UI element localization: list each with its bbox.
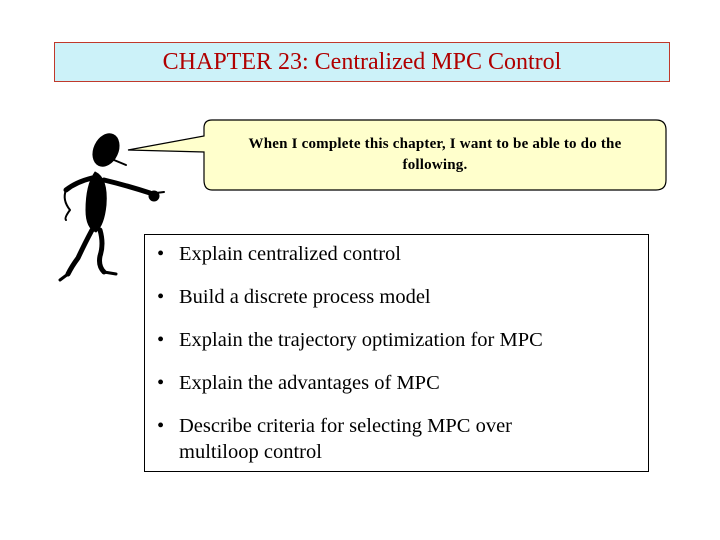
bullet-text: Explain the advantages of MPC — [179, 372, 440, 394]
list-item — [157, 370, 637, 396]
bullet-text: Describe criteria for selecting MPC over multiloop control — [179, 415, 513, 463]
bullet-marker: • — [157, 243, 165, 265]
list-item — [157, 284, 637, 310]
bullet-text: Explain centralized control — [179, 243, 401, 265]
objectives-box — [144, 234, 649, 472]
speech-text: When I complete this chapter, I want to be able to do the following. — [248, 136, 622, 173]
bullet-marker: • — [157, 329, 165, 351]
bullet-text: Build a discrete process model — [179, 286, 431, 308]
slide-title: CHAPTER 23: Centralized MPC Control — [162, 48, 562, 75]
list-item — [157, 327, 637, 353]
bullet-text: Explain the trajectory optimization for MPC — [179, 329, 543, 351]
bullet-marker: • — [157, 372, 165, 394]
bullet-marker: • — [157, 286, 165, 308]
list-item — [157, 241, 637, 267]
list-item — [157, 413, 587, 465]
bullet-marker: • — [157, 415, 165, 437]
